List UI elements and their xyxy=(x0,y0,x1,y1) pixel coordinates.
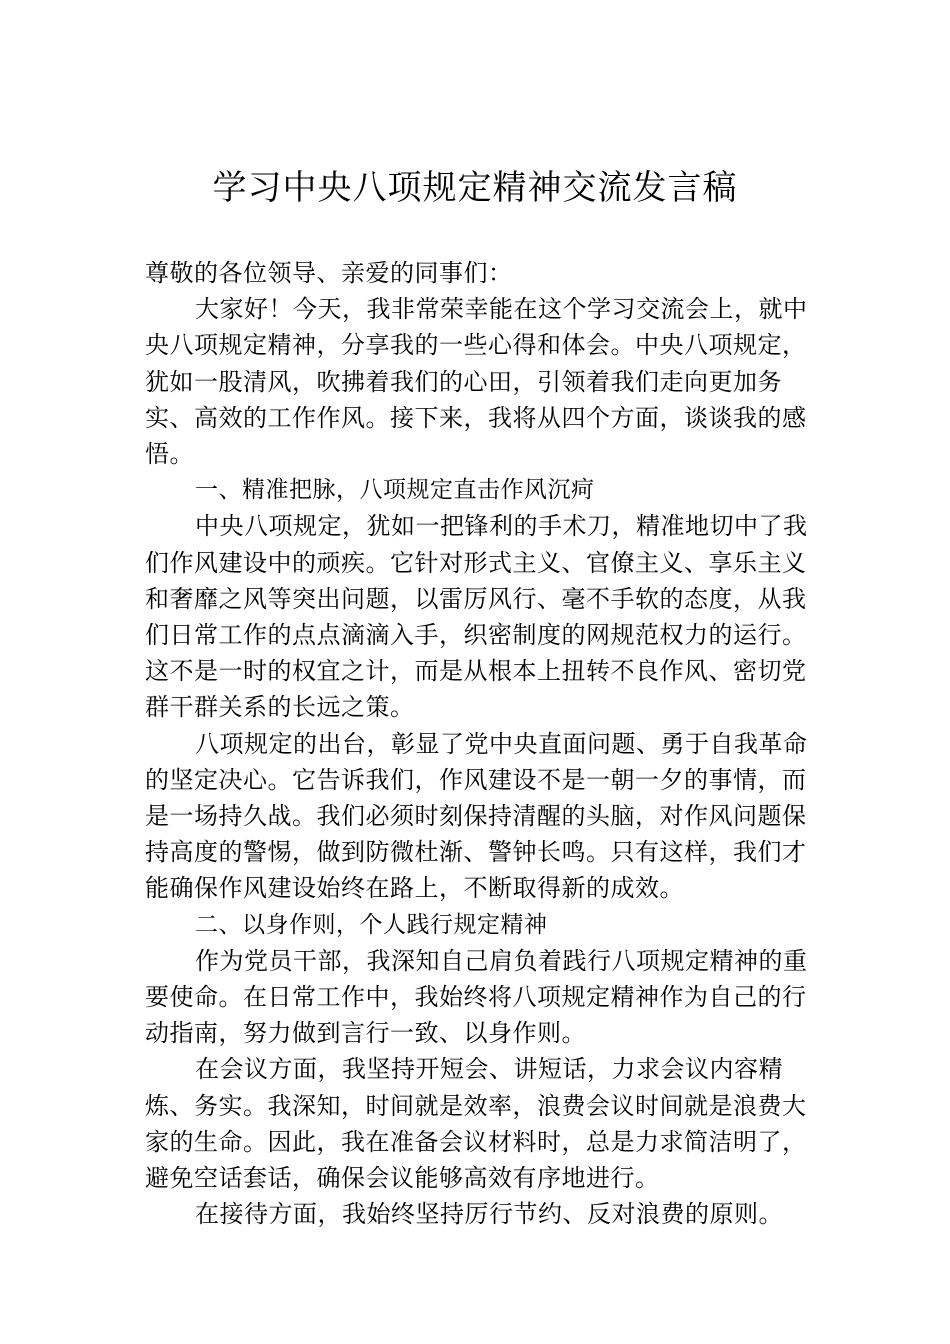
paragraph-section2-a: 作为党员干部，我深知自己肩负着践行八项规定精神的重要使命。在日常工作中，我始终将八项规定精神作为自己的行动指南，努力做到言行一致、以身作则。 xyxy=(145,946,808,1048)
paragraph-intro: 大家好！今天，我非常荣幸能在这个学习交流会上，就中央八项规定精神，分享我的一些心得和体会。中央八项规定，犹如一股清风，吹拂着我们的心田，引领着我们走向更加务实、高效的工作作风。接下来，我将从四个方面，谈谈我的感悟。 xyxy=(145,295,808,469)
document-title: 学习中央八项规定精神交流发言稿 xyxy=(212,168,738,208)
section-heading-1: 一、精准把脉，八项规定直击作风沉疴 xyxy=(195,477,595,504)
salutation: 尊敬的各位领导、亲爱的同事们： xyxy=(145,259,513,287)
document-body xyxy=(145,255,815,1232)
paragraph-section1-a: 中央八项规定，犹如一把锋利的手术刀，精准地切中了我们作风建设中的顽疾。它针对形式主义、官僚主义、享乐主义和奢靡之风等突出问题，以雷厉风行、毫不手软的态度，从我们日常工作的点点滴滴入手，织密制度的网规范权力的运行。这不是一时的权宜之计，而是从根本上扭转不良作风、密切党群干群关系的长远之策。 xyxy=(145,512,808,722)
paragraph-section1-b: 八项规定的出台，彰显了党中央直面问题、勇于自我革命的坚定决心。它告诉我们，作风建设不是一朝一夕的事情，而是一场持久战。我们必须时刻保持清醒的头脑，对作风问题保持高度的警惕，做到防微杜渐、警钟长鸣。只有这样，我们才能确保作风建设始终在路上，不断取得新的成效。 xyxy=(145,729,808,903)
section-heading-2: 二、以身作则，个人践行规定精神 xyxy=(195,911,548,938)
paragraph-section2-meetings: 在会议方面，我坚持开短会、讲短话，力求会议内容精炼、务实。我深知，时间就是效率，浪费会议时间就是浪费大家的生命。因此，我在准备会议材料时，总是力求简洁明了，避免空话套话，确保会议能够高效有序地进行。 xyxy=(145,1055,807,1193)
paragraph-section2-reception: 在接待方面，我始终坚持厉行节约、反对浪费的原则。 xyxy=(195,1200,783,1229)
